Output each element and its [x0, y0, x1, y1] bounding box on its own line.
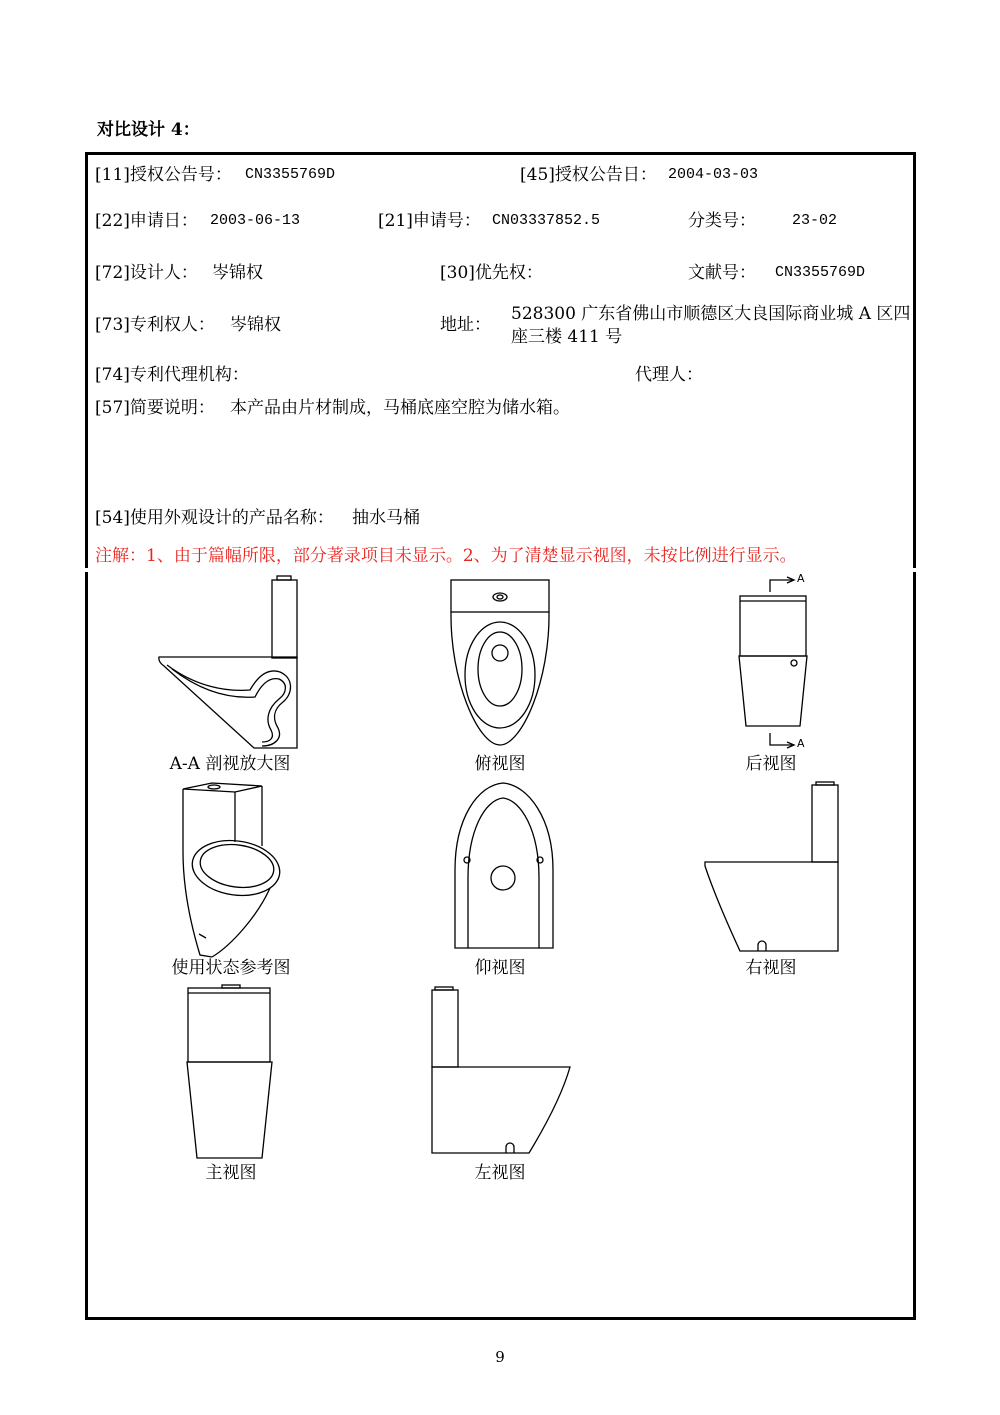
page-number: 9	[495, 1348, 505, 1366]
app-date-label: [22]申请日：	[95, 211, 198, 231]
class-label: 分类号：	[688, 211, 756, 231]
tank-outline	[272, 580, 297, 658]
agency-label: [74]专利代理机构：	[95, 365, 249, 385]
caption-bottom-view: 仰视图	[474, 958, 526, 978]
flush-button-inner	[497, 595, 503, 599]
top-view-drawing	[451, 580, 549, 745]
section-mark-bottom: A	[797, 737, 805, 750]
pub-no-value: CN3355769D	[245, 166, 336, 183]
caption-left-view: 左视图	[474, 1163, 526, 1183]
back-view-drawing	[739, 577, 807, 748]
app-no-label: [21]申请号：	[378, 211, 481, 231]
caption-back-view: 后视图	[745, 754, 797, 774]
product-label: [54]使用外观设计的产品名称：	[95, 508, 334, 528]
holder-label: [73]专利权人：	[95, 315, 215, 335]
brief-label: [57]简要说明：	[95, 398, 215, 418]
page-heading: 对比设计 4：	[97, 120, 200, 140]
seat-rim	[465, 622, 535, 728]
bowl-outline	[432, 1067, 570, 1153]
class-value: 23-02	[792, 212, 838, 229]
section-mark-top: A	[797, 572, 805, 585]
note-text: 注解：1、由于篇幅所限，部分著录项目未显示。2、为了清楚显示视图，未按比例进行显示。	[95, 546, 797, 566]
trap-inner-line	[172, 669, 285, 742]
address-line-2: 座三楼 411 号	[511, 327, 623, 347]
tank-outline	[451, 580, 549, 612]
bottom-view-drawing	[455, 783, 553, 948]
pub-date-value: 2004-03-03	[668, 166, 759, 183]
priority-label: [30]优先权：	[440, 263, 543, 283]
drain-hole	[492, 645, 508, 661]
doc-no-value: CN3355769D	[775, 264, 866, 281]
designer-value: 岑锦权	[212, 263, 263, 283]
flush-button	[493, 593, 507, 601]
caption-perspective-view: 使用状态参考图	[171, 958, 291, 978]
brief-text: 本产品由片材制成，马桶底座空腔为储水箱。	[230, 398, 570, 418]
bowl-outline	[739, 656, 807, 726]
tank-outline	[740, 596, 806, 656]
bowl-outline	[187, 1062, 272, 1158]
base-arch	[506, 1143, 514, 1153]
tank-outline	[432, 990, 458, 1067]
caption-front-view: 主视图	[205, 1163, 257, 1183]
pub-date-label: [45]授权公告日：	[520, 165, 657, 185]
body-right-contour	[212, 888, 270, 957]
perspective-view-drawing	[183, 783, 283, 957]
app-no-value: CN03337852.5	[492, 212, 601, 229]
right-view-drawing	[705, 782, 838, 951]
pub-no-label: [11]授权公告号：	[95, 165, 232, 185]
doc-no-label: 文献号：	[688, 263, 756, 283]
base-inner-outline	[468, 798, 539, 948]
section-view-drawing	[159, 576, 297, 748]
tank-edges	[183, 786, 262, 852]
base-detail	[199, 934, 206, 938]
front-view-drawing	[187, 985, 272, 1158]
outlet-hole	[491, 866, 515, 890]
base-arch	[758, 941, 766, 951]
tank-outline	[188, 988, 270, 1062]
bowl-outline	[705, 862, 838, 951]
holder-value: 岑锦权	[230, 315, 281, 335]
tank-top-face	[183, 783, 262, 792]
agent-label: 代理人：	[635, 365, 703, 385]
bowl-opening	[478, 632, 522, 706]
inlet-hole	[791, 660, 797, 666]
app-date-value: 2003-06-13	[210, 212, 301, 229]
caption-top-view: 俯视图	[474, 754, 526, 774]
seat-lid-inner	[197, 840, 276, 892]
address-line-1: 528300 广东省佛山市顺德区大良国际商业城 A 区四	[511, 304, 911, 324]
flush-button	[208, 785, 220, 789]
body-left-contour	[183, 852, 212, 957]
caption-section-view: A-A 剖视放大图	[169, 754, 291, 774]
caption-right-view: 右视图	[745, 958, 797, 978]
product-value: 抽水马桶	[352, 508, 420, 528]
designer-label: [72]设计人：	[95, 263, 198, 283]
tank-outline	[812, 785, 838, 862]
left-view-drawing	[432, 987, 570, 1153]
address-label: 地址：	[440, 315, 491, 335]
